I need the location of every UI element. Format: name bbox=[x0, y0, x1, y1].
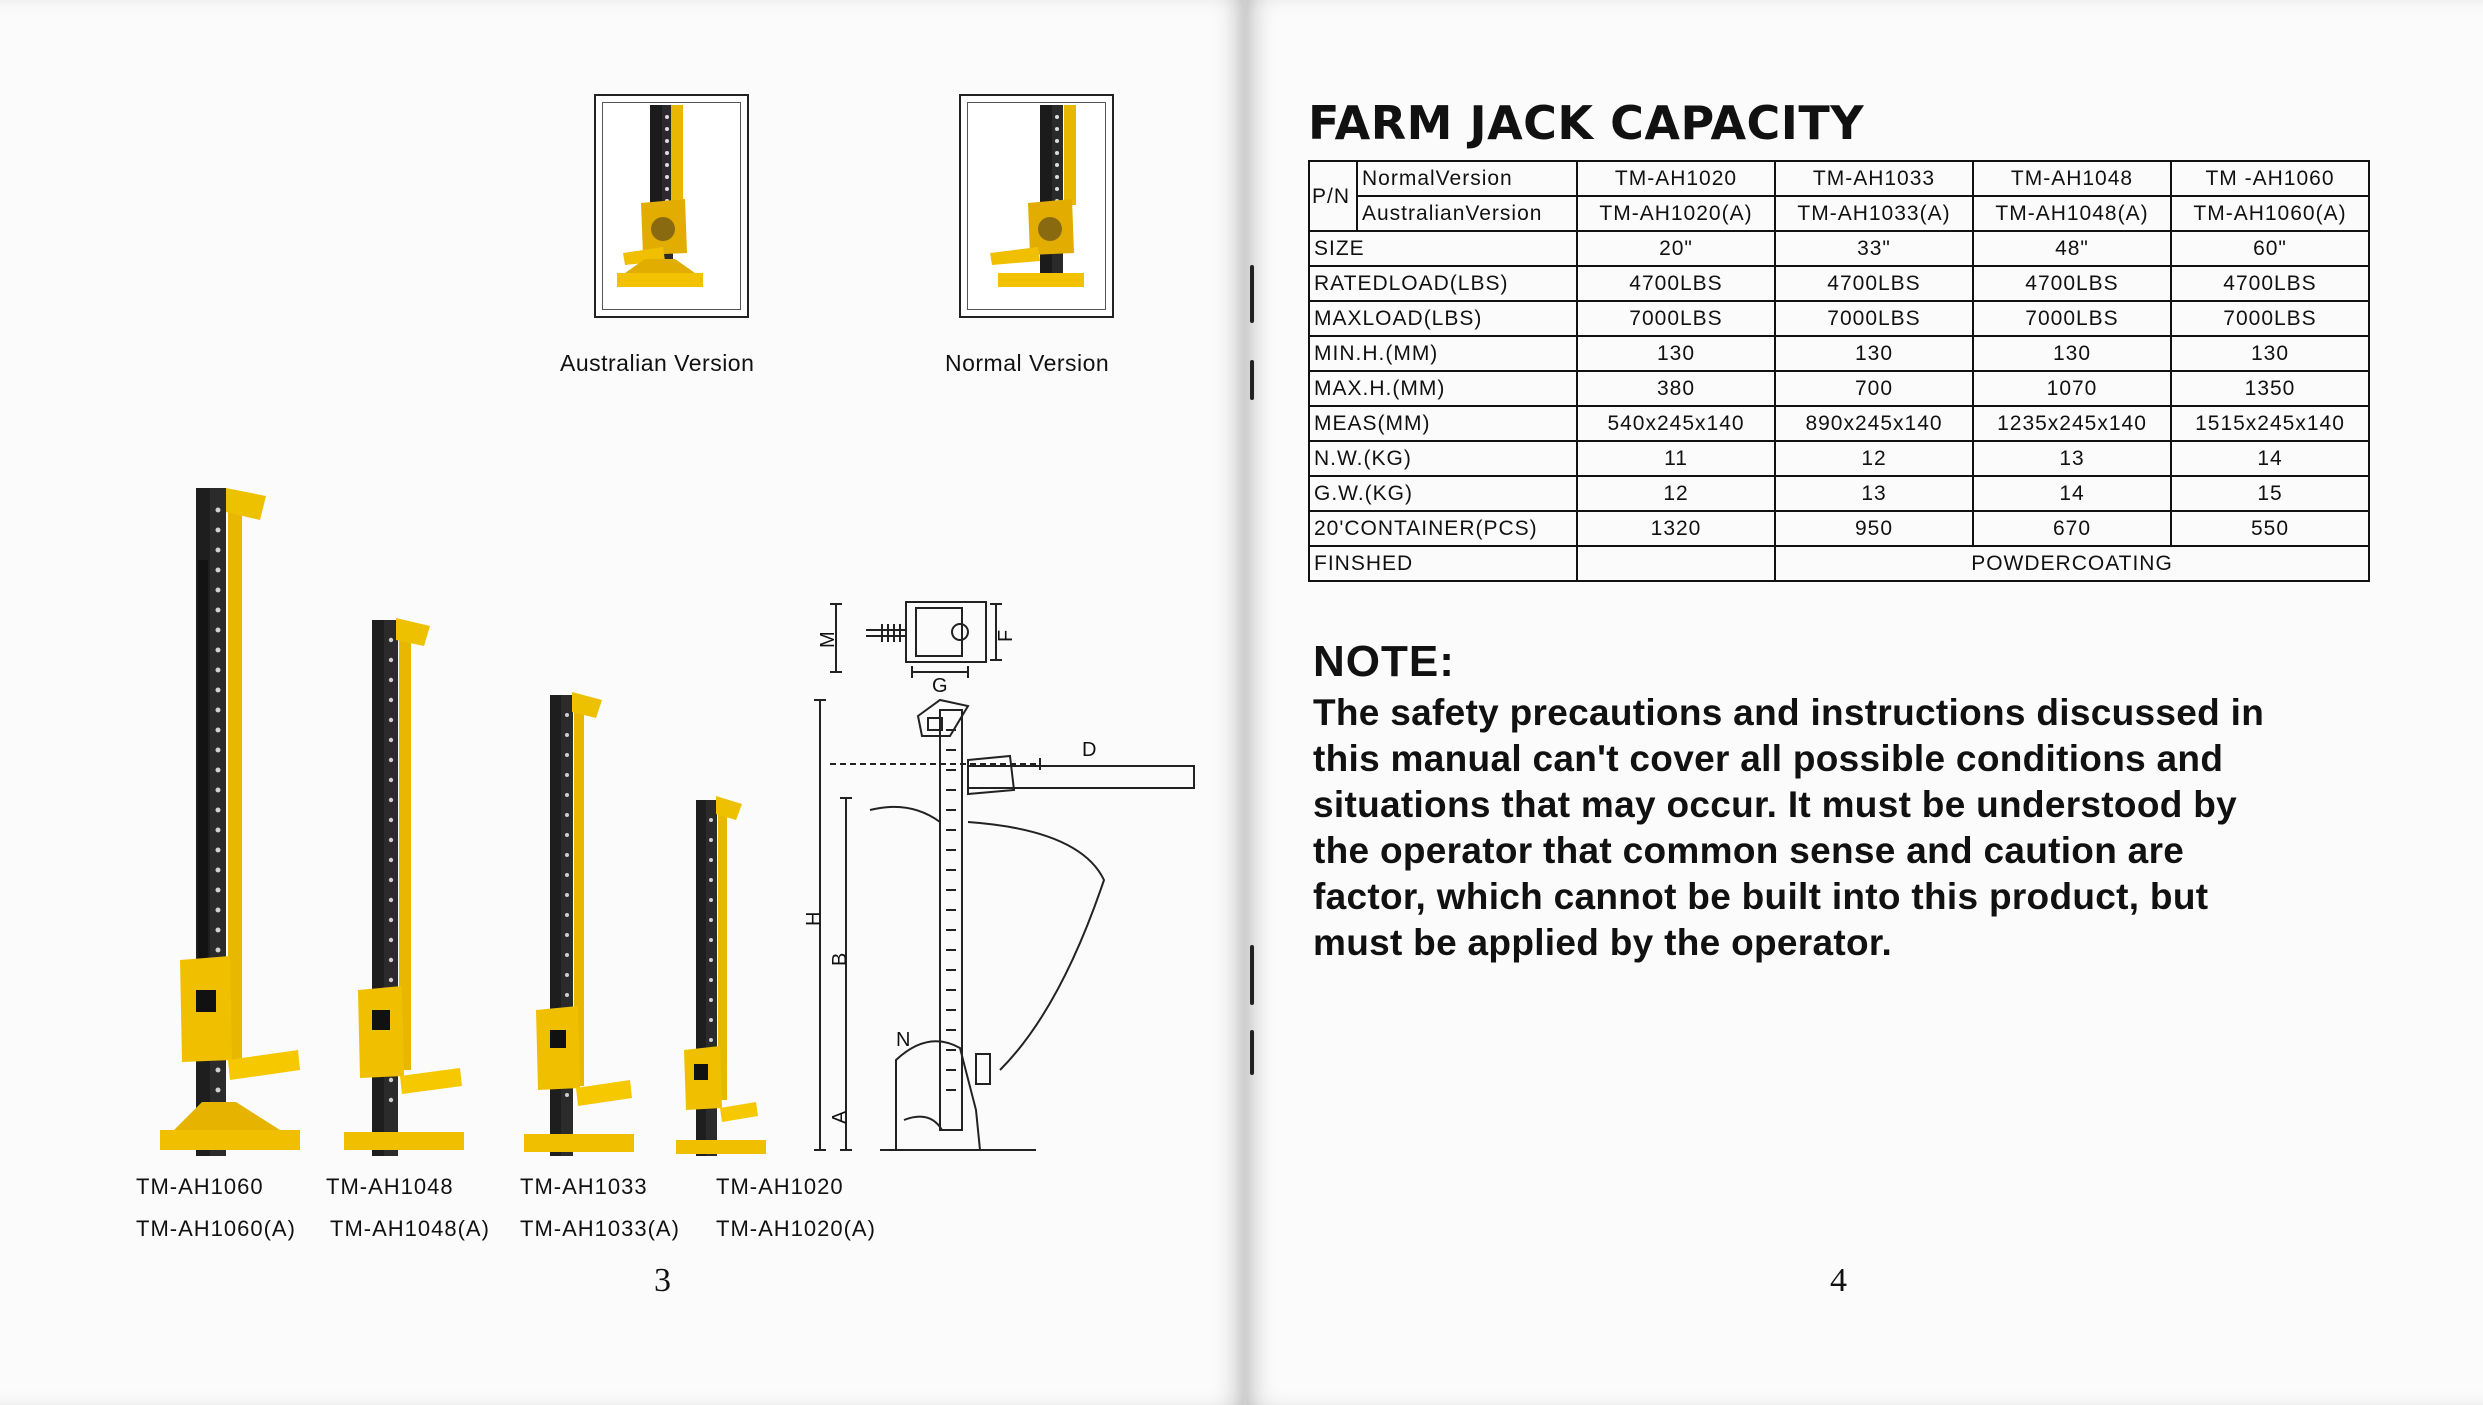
table-cell: TM-AH1033 bbox=[1775, 161, 1973, 196]
table-row bbox=[1309, 371, 2369, 406]
table-cell: 1350 bbox=[2171, 371, 2369, 406]
table-cell: 950 bbox=[1775, 511, 1973, 546]
page-number-right: 4 bbox=[1830, 1262, 1847, 1299]
australian-version-caption: Australian Version bbox=[560, 350, 755, 376]
table-cell: TM -AH1060 bbox=[2171, 161, 2369, 196]
table-cell: TM-AH1033(A) bbox=[1775, 196, 1973, 231]
dim-label-a: A bbox=[829, 1110, 851, 1124]
table-row bbox=[1309, 231, 2369, 266]
table-cell: 15 bbox=[2171, 476, 2369, 511]
dim-label-g: G bbox=[932, 675, 948, 697]
model-label-ah1060a: TM-AH1060(A) bbox=[136, 1216, 296, 1241]
normal-version-header: NormalVersion bbox=[1357, 161, 1577, 196]
row-label: G.W.(KG) bbox=[1309, 476, 1577, 511]
table-row bbox=[1309, 406, 2369, 441]
table-cell: 380 bbox=[1577, 371, 1775, 406]
table-cell: 540x245x140 bbox=[1577, 406, 1775, 441]
note-line: situations that may occur. It must be understood by bbox=[1313, 784, 2237, 825]
model-label-ah1048a: TM-AH1048(A) bbox=[330, 1216, 490, 1241]
row-label: MIN.H.(MM) bbox=[1309, 336, 1577, 371]
table-cell: 4700LBS bbox=[1973, 266, 2171, 301]
table-cell: 130 bbox=[1577, 336, 1775, 371]
staple bbox=[1250, 945, 1254, 1005]
farm-jack-48-image bbox=[344, 618, 464, 1156]
book-spine bbox=[1243, 0, 1247, 1405]
table-row bbox=[1309, 511, 2369, 546]
table-cell: 7000LBS bbox=[2171, 301, 2369, 336]
table-cell: 13 bbox=[1973, 441, 2171, 476]
table-cell: 48" bbox=[1973, 231, 2171, 266]
table-row bbox=[1309, 546, 2369, 581]
farm-jack-20-image bbox=[676, 796, 766, 1156]
staple bbox=[1250, 1030, 1254, 1075]
table-cell: 7000LBS bbox=[1577, 301, 1775, 336]
dim-label-b: B bbox=[829, 952, 851, 966]
table-cell: 13 bbox=[1775, 476, 1973, 511]
table-cell: 1235x245x140 bbox=[1973, 406, 2171, 441]
pn-cell: P/N bbox=[1309, 161, 1357, 231]
table-row bbox=[1309, 161, 2369, 196]
table-row bbox=[1309, 441, 2369, 476]
farm-jack-33-image bbox=[524, 692, 634, 1156]
table-row bbox=[1309, 301, 2369, 336]
note-line: factor, which cannot be built into this product, but bbox=[1313, 876, 2209, 917]
note-text bbox=[1313, 690, 2393, 966]
staple bbox=[1250, 360, 1254, 400]
row-label: MAXLOAD(LBS) bbox=[1309, 301, 1577, 336]
dim-label-d: D bbox=[1082, 739, 1097, 761]
note-heading: NOTE: bbox=[1313, 637, 1455, 686]
table-cell: 7000LBS bbox=[1775, 301, 1973, 336]
dim-label-n: N bbox=[896, 1029, 911, 1051]
farm-jack-size-lineup-image bbox=[140, 470, 780, 1180]
table-cell: 11 bbox=[1577, 441, 1775, 476]
table-cell: 130 bbox=[1775, 336, 1973, 371]
farm-jack-60-image bbox=[160, 488, 300, 1156]
australian-version-photo bbox=[594, 94, 749, 318]
farm-jack-normal-image bbox=[968, 103, 1105, 309]
table-row bbox=[1309, 196, 2369, 231]
model-label-ah1060: TM-AH1060 bbox=[136, 1174, 264, 1199]
table-cell: 14 bbox=[2171, 441, 2369, 476]
table-cell: 670 bbox=[1973, 511, 2171, 546]
table-cell: 4700LBS bbox=[1577, 266, 1775, 301]
model-label-ah1020: TM-AH1020 bbox=[716, 1174, 844, 1199]
dimension-diagram bbox=[800, 590, 1220, 1170]
australian-version-header: AustralianVersion bbox=[1357, 196, 1577, 231]
table-row bbox=[1309, 336, 2369, 371]
table-cell: 33" bbox=[1775, 231, 1973, 266]
table-cell: 890x245x140 bbox=[1775, 406, 1973, 441]
staple bbox=[1250, 265, 1254, 323]
page-title: FARM JACK CAPACITY bbox=[1308, 96, 1865, 150]
note-line: must be applied by the operator. bbox=[1313, 922, 1893, 963]
table-cell: 12 bbox=[1577, 476, 1775, 511]
capacity-table bbox=[1308, 160, 2370, 582]
dim-label-m: M bbox=[817, 631, 839, 648]
table-cell: 20" bbox=[1577, 231, 1775, 266]
table-cell: 60" bbox=[2171, 231, 2369, 266]
normal-version-photo bbox=[959, 94, 1114, 318]
table-cell: 130 bbox=[2171, 336, 2369, 371]
table-cell: 14 bbox=[1973, 476, 2171, 511]
note-line: the operator that common sense and caution are bbox=[1313, 830, 2185, 871]
row-label: FINSHED bbox=[1309, 546, 1577, 581]
table-cell: 550 bbox=[2171, 511, 2369, 546]
table-cell: TM-AH1020(A) bbox=[1577, 196, 1775, 231]
table-cell: 7000LBS bbox=[1973, 301, 2171, 336]
table-cell: TM-AH1020 bbox=[1577, 161, 1775, 196]
model-label-ah1048: TM-AH1048 bbox=[326, 1174, 454, 1199]
table-cell: TM-AH1048 bbox=[1973, 161, 2171, 196]
table-row bbox=[1309, 266, 2369, 301]
row-label: MAX.H.(MM) bbox=[1309, 371, 1577, 406]
finish-value: POWDERCOATING bbox=[1775, 546, 2369, 581]
table-cell: 4700LBS bbox=[2171, 266, 2369, 301]
table-cell bbox=[1577, 546, 1775, 581]
row-label: MEAS(MM) bbox=[1309, 406, 1577, 441]
model-label-ah1020a: TM-AH1020(A) bbox=[716, 1216, 876, 1241]
row-label: RATEDLOAD(LBS) bbox=[1309, 266, 1577, 301]
dim-label-h: H bbox=[803, 911, 825, 926]
page-number-left: 3 bbox=[654, 1262, 671, 1299]
dim-label-f: F bbox=[995, 629, 1017, 642]
table-row bbox=[1309, 476, 2369, 511]
row-label: 20'CONTAINER(PCS) bbox=[1309, 511, 1577, 546]
note-line: The safety precautions and instructions discussed in bbox=[1313, 692, 2265, 733]
row-label: N.W.(KG) bbox=[1309, 441, 1577, 476]
row-label: SIZE bbox=[1309, 231, 1577, 266]
table-cell: 700 bbox=[1775, 371, 1973, 406]
right-page bbox=[1245, 0, 2483, 1405]
model-label-ah1033: TM-AH1033 bbox=[520, 1174, 648, 1199]
table-cell: 12 bbox=[1775, 441, 1973, 476]
model-label-ah1033a: TM-AH1033(A) bbox=[520, 1216, 680, 1241]
table-cell: 1320 bbox=[1577, 511, 1775, 546]
table-cell: 130 bbox=[1973, 336, 2171, 371]
note-line: this manual can't cover all possible conditions and bbox=[1313, 738, 2224, 779]
table-cell: 1070 bbox=[1973, 371, 2171, 406]
table-cell: TM-AH1048(A) bbox=[1973, 196, 2171, 231]
farm-jack-australian-image bbox=[603, 103, 740, 309]
table-cell: TM-AH1060(A) bbox=[2171, 196, 2369, 231]
table-cell: 1515x245x140 bbox=[2171, 406, 2369, 441]
normal-version-caption: Normal Version bbox=[945, 350, 1110, 376]
table-cell: 4700LBS bbox=[1775, 266, 1973, 301]
